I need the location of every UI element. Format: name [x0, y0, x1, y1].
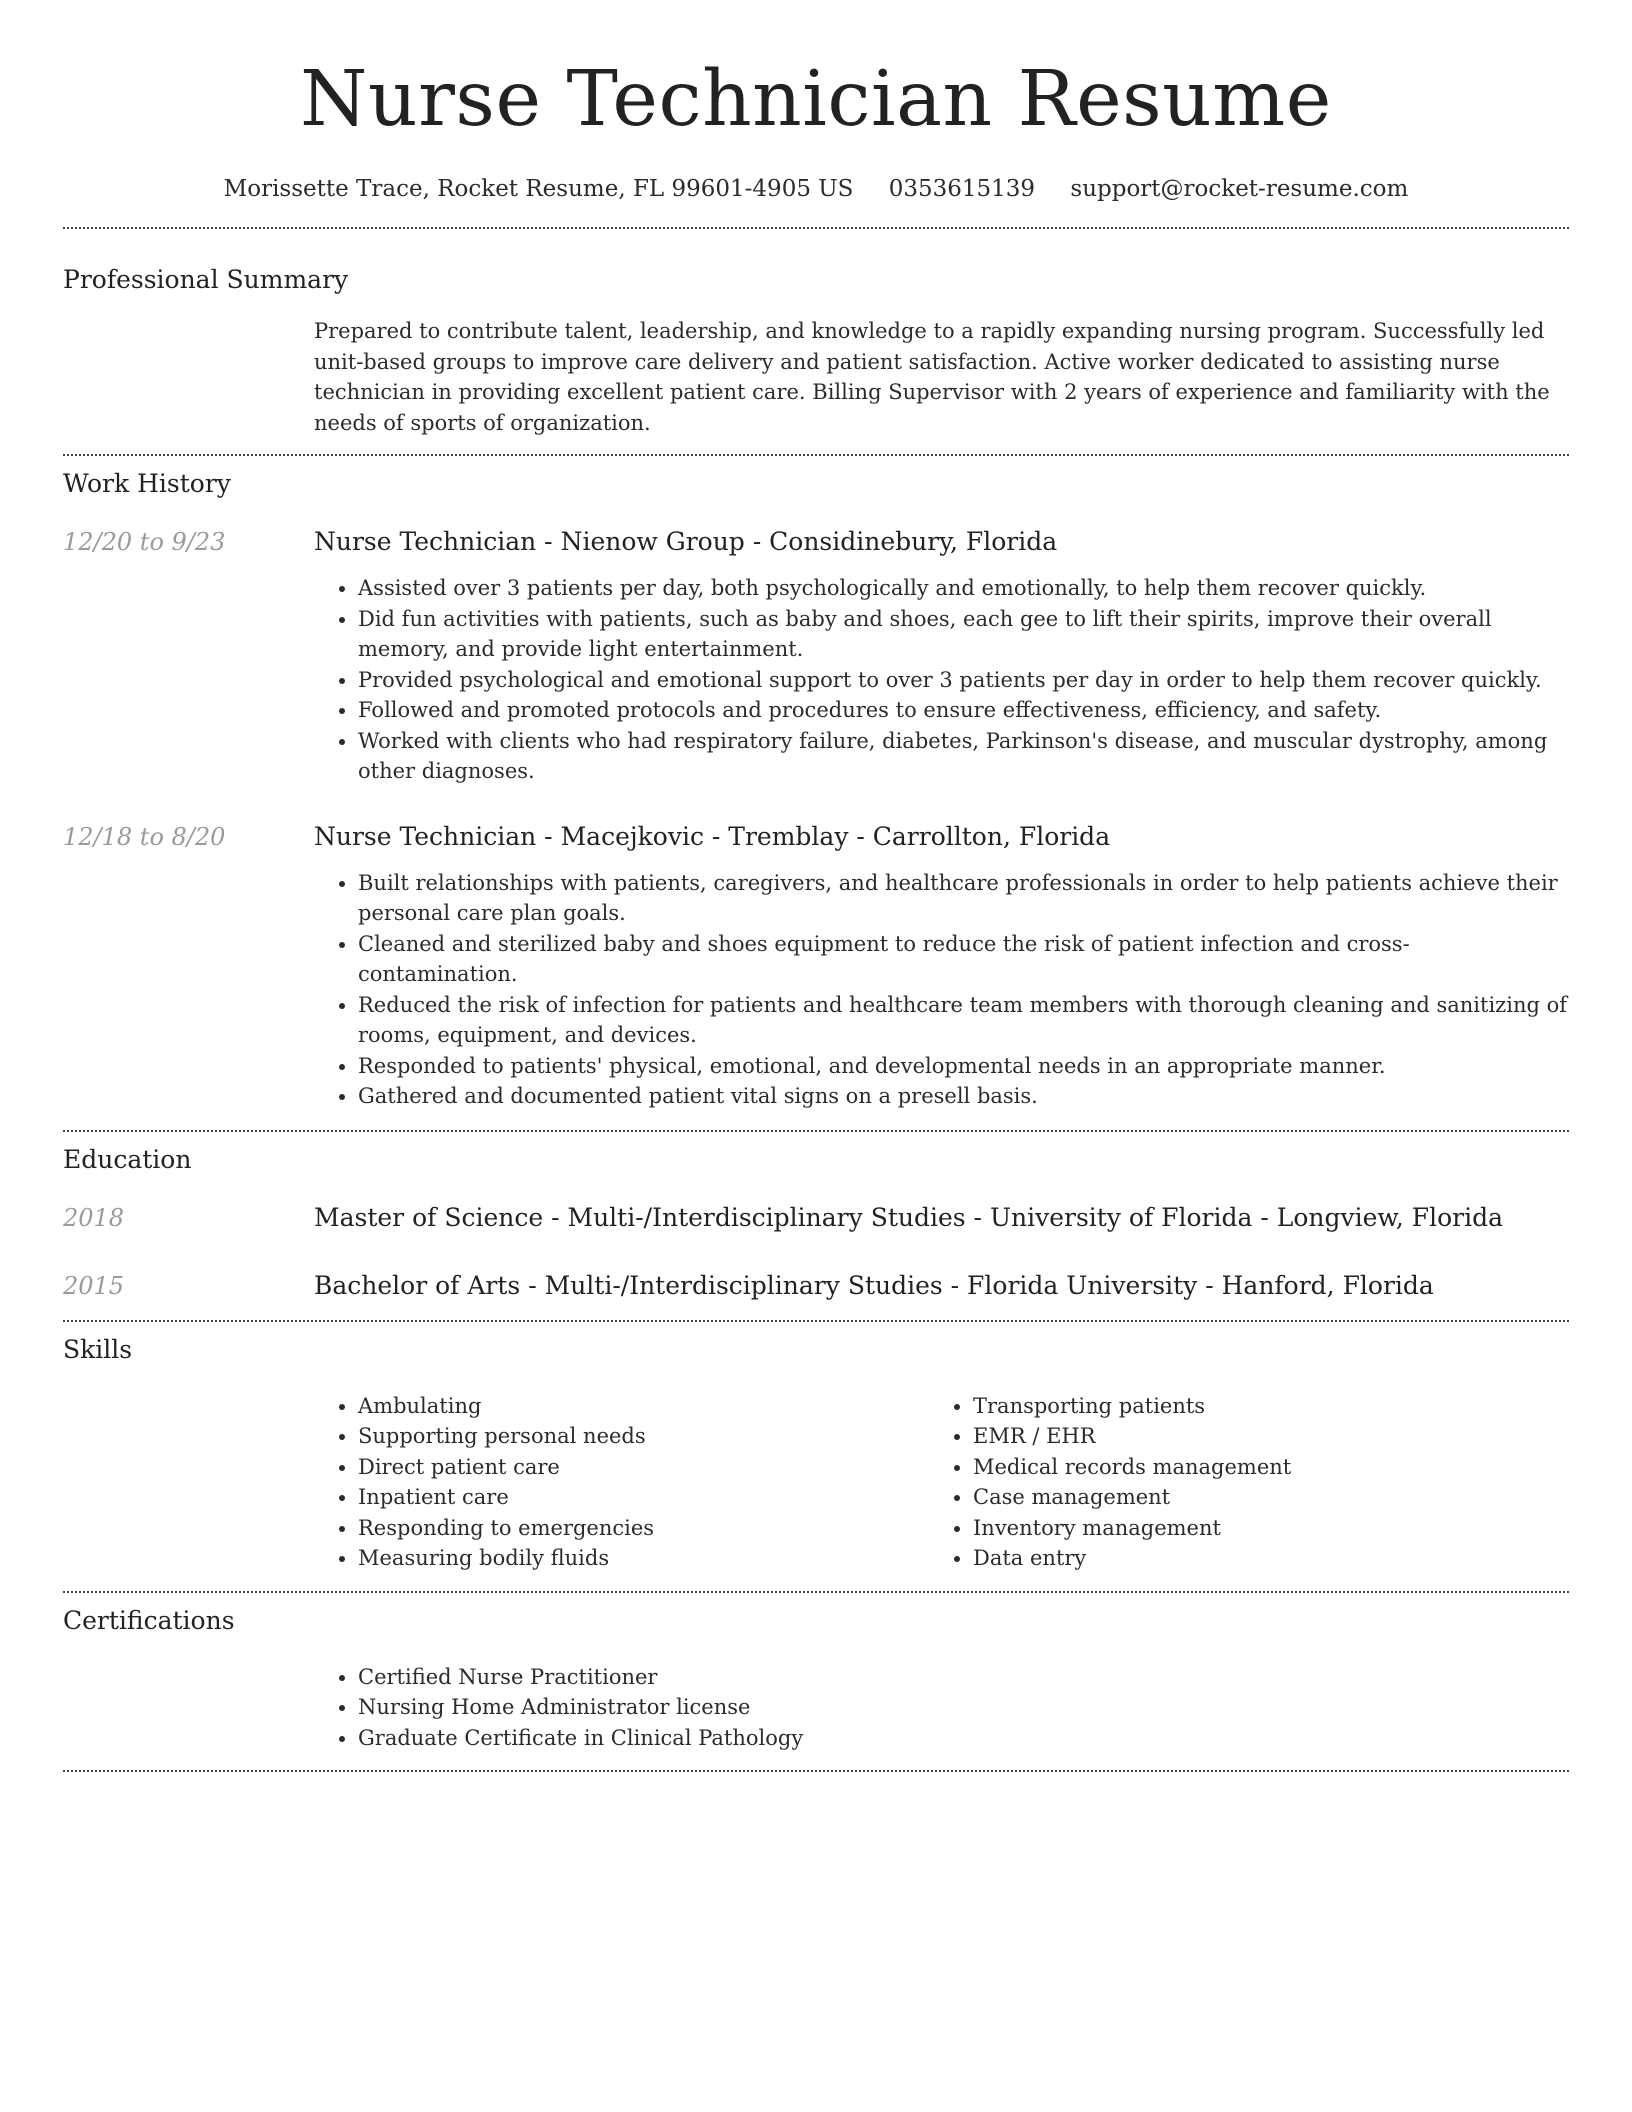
skill-item: • Transporting patients: [973, 1391, 1544, 1422]
job-bullet: • Responded to patients' physical, emotional, and developmental needs in an appropriate manner.: [358, 1051, 1569, 1082]
education-year: 2018: [63, 1203, 125, 1232]
job-entry: [63, 526, 1569, 787]
resume-header: [63, 0, 1569, 205]
contact-email: support@rocket-resume.com: [1070, 176, 1409, 202]
certifications-heading: Certifications: [63, 1605, 235, 1635]
summary-text: Prepared to contribute talent, leadership, and knowledge to a rapidly expanding nursing program. Successfully led unit-based groups to improve care delivery and patient satisfaction. Active worker dedicated to assisting nurse technician in providing excellent patient care. Billing Supervisor with 2 years of experience and familiarity with the needs of sports of organization.: [314, 319, 1550, 435]
certification-item: • Nursing Home Administrator license: [358, 1692, 1569, 1723]
job-title: Nurse Technician - Macejkovic - Tremblay - Carrollton, Florida: [314, 821, 1111, 851]
skill-item: • Inpatient care: [358, 1482, 929, 1513]
job-bullet: • Followed and promoted protocols and procedures to ensure effectiveness, efficiency, and safety.: [358, 695, 1569, 726]
skill-item: • Medical records management: [973, 1452, 1544, 1483]
job-dates: 12/20 to 9/23: [63, 528, 226, 556]
education-section: [63, 1132, 1569, 1302]
job-bullet: • Cleaned and sterilized baby and shoes equipment to reduce the risk of patient infection and cross-contamination.: [358, 929, 1569, 990]
skill-item: • Measuring bodily fluids: [358, 1543, 929, 1574]
certification-item: • Certified Nurse Practitioner: [358, 1662, 1569, 1693]
job-title: Nurse Technician - Nienow Group - Considinebury, Florida: [314, 527, 1058, 556]
education-degree: Master of Science - Multi-/Interdisciplinary Studies - University of Florida - Longview, Florida: [314, 1202, 1504, 1232]
contact-line: [63, 173, 1569, 205]
job-bullet: • Provided psychological and emotional support to over 3 patients per day in order to help them recover quickly.: [358, 665, 1569, 696]
work-history-section: [63, 456, 1569, 1112]
work-history-heading: Work History: [63, 469, 231, 498]
job-bullet: • Gathered and documented patient vital signs on a presell basis.: [358, 1081, 1569, 1112]
skills-list: [314, 1391, 929, 1574]
education-heading: Education: [63, 1144, 192, 1174]
skill-item: • Supporting personal needs: [358, 1421, 929, 1452]
job-entry: [63, 821, 1569, 1112]
skills-list: [929, 1391, 1544, 1574]
certifications-list: [314, 1662, 1569, 1754]
job-bullet: • Assisted over 3 patients per day, both psychologically and emotionally, to help them recover quickly.: [358, 573, 1569, 604]
skill-item: • Ambulating: [358, 1391, 929, 1422]
summary-heading: Professional Summary: [63, 265, 349, 294]
skill-item: • Responding to emergencies: [358, 1513, 929, 1544]
contact-phone: 0353615139: [888, 176, 1036, 202]
section-divider: [63, 1770, 1569, 1772]
education-degree: Bachelor of Arts - Multi-/Interdisciplinary Studies - Florida University - Hanford, Florida: [314, 1270, 1434, 1300]
job-bullet: • Did fun activities with patients, such as baby and shoes, each gee to lift their spirits, improve their overall memory, and provide light entertainment.: [358, 604, 1569, 665]
skill-item: • Inventory management: [973, 1513, 1544, 1544]
education-entry: [63, 1202, 1569, 1234]
job-bullet: • Reduced the risk of infection for patients and healthcare team members with thorough cleaning and sanitizing of rooms, equipment, and devices.: [358, 990, 1569, 1051]
skill-item: • Data entry: [973, 1543, 1544, 1574]
summary-section: [63, 229, 1569, 438]
contact-address: Morissette Trace, Rocket Resume, FL 99601-4905 US: [223, 176, 854, 202]
job-dates: 12/18 to 8/20: [63, 822, 226, 851]
certifications-section: [63, 1593, 1569, 1754]
job-bullet: • Worked with clients who had respiratory failure, diabetes, Parkinson's disease, and muscular dystrophy, among other diagnoses.: [358, 726, 1569, 787]
certification-item: • Graduate Certificate in Clinical Pathology: [358, 1723, 1569, 1754]
skills-section: [63, 1322, 1569, 1574]
education-entry: [63, 1270, 1569, 1302]
resume-title: Nurse Technician Resume: [300, 55, 1332, 144]
skills-heading: Skills: [63, 1334, 133, 1364]
skill-item: • Direct patient care: [358, 1452, 929, 1483]
job-bullet: • Built relationships with patients, caregivers, and healthcare professionals in order to help patients achieve their personal care plan goals.: [358, 868, 1569, 929]
job-bullets: [314, 868, 1569, 1112]
education-year: 2015: [63, 1271, 125, 1300]
job-bullets: [314, 573, 1569, 787]
skill-item: • EMR / EHR: [973, 1421, 1544, 1452]
skill-item: • Case management: [973, 1482, 1544, 1513]
